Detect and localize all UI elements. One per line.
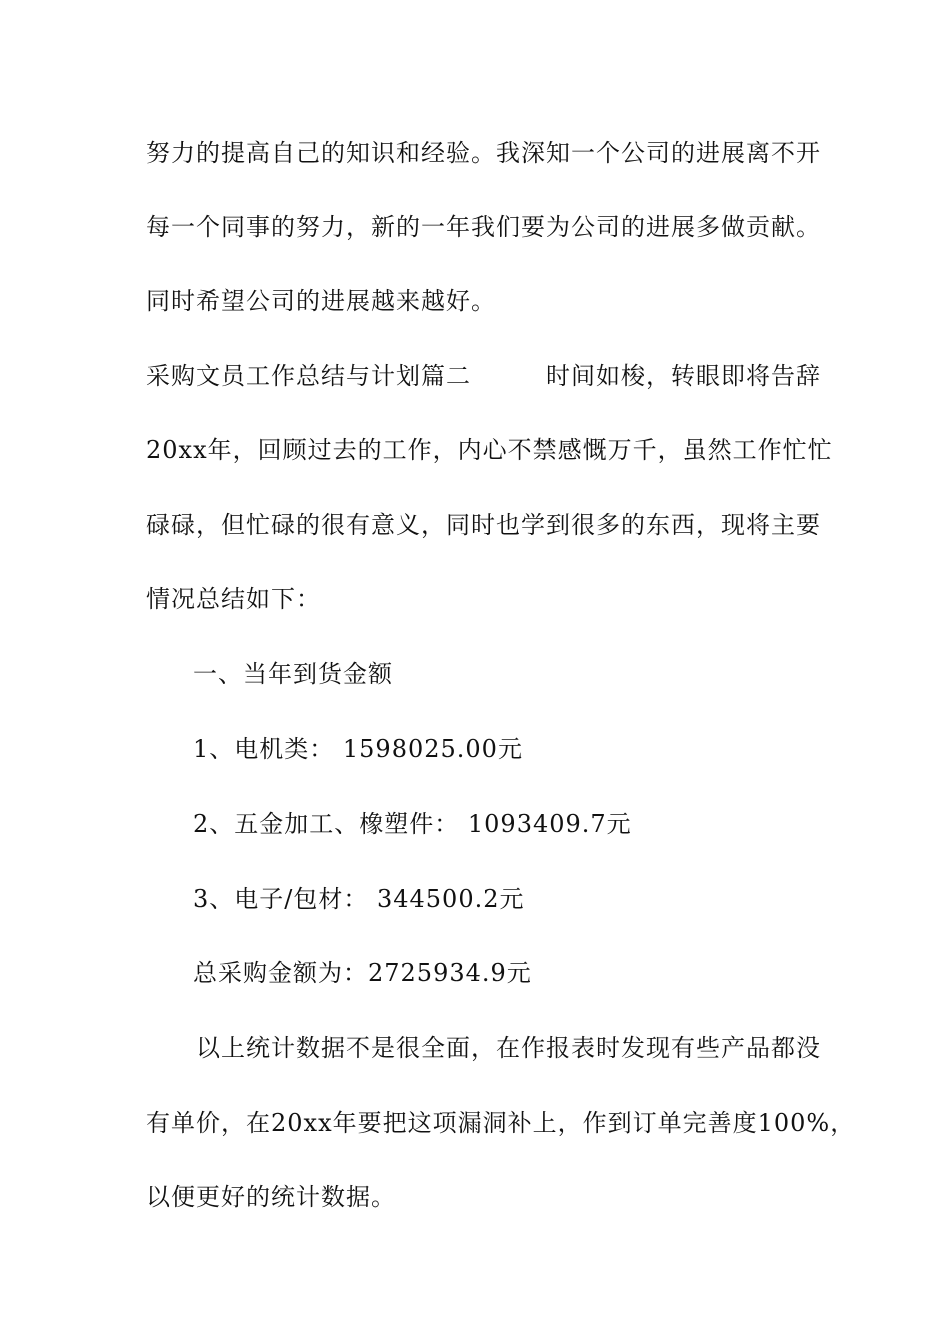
text-line-6: 碌碌，但忙碌的很有意义，同时也学到很多的东西，现将主要 xyxy=(146,511,821,539)
text-line-14: 有单价，在20xx年要把这项漏洞补上，作到订单完善度100%， xyxy=(146,1109,856,1137)
list-item-3: 3、电子/包材： 344500.2元 xyxy=(193,885,525,913)
text-line-3: 同时希望公司的进展越来越好。 xyxy=(146,287,496,315)
text-line-1: 努力的提高自己的知识和经验。我深知一个公司的进展离不开 xyxy=(146,139,821,167)
section-heading: 一、当年到货金额 xyxy=(193,660,393,688)
text-line-15: 以便更好的统计数据。 xyxy=(146,1183,396,1211)
total-amount: 总采购金额为：2725934.9元 xyxy=(193,959,532,987)
text-line-4: 采购文员工作总结与计划篇二 时间如梭，转眼即将告辞 xyxy=(146,362,821,390)
text-line-5: 20xx年，回顾过去的工作，内心不禁感慨万千，虽然工作忙忙 xyxy=(146,436,833,464)
list-item-1: 1、电机类： 1598025.00元 xyxy=(193,735,523,763)
list-item-2: 2、五金加工、橡塑件： 1093409.7元 xyxy=(193,810,632,838)
text-line-2: 每一个同事的努力，新的一年我们要为公司的进展多做贡献。 xyxy=(146,213,821,241)
text-line-13: 以上统计数据不是很全面，在作报表时发现有些产品都没 xyxy=(196,1034,821,1062)
text-line-7: 情况总结如下： xyxy=(146,585,321,613)
